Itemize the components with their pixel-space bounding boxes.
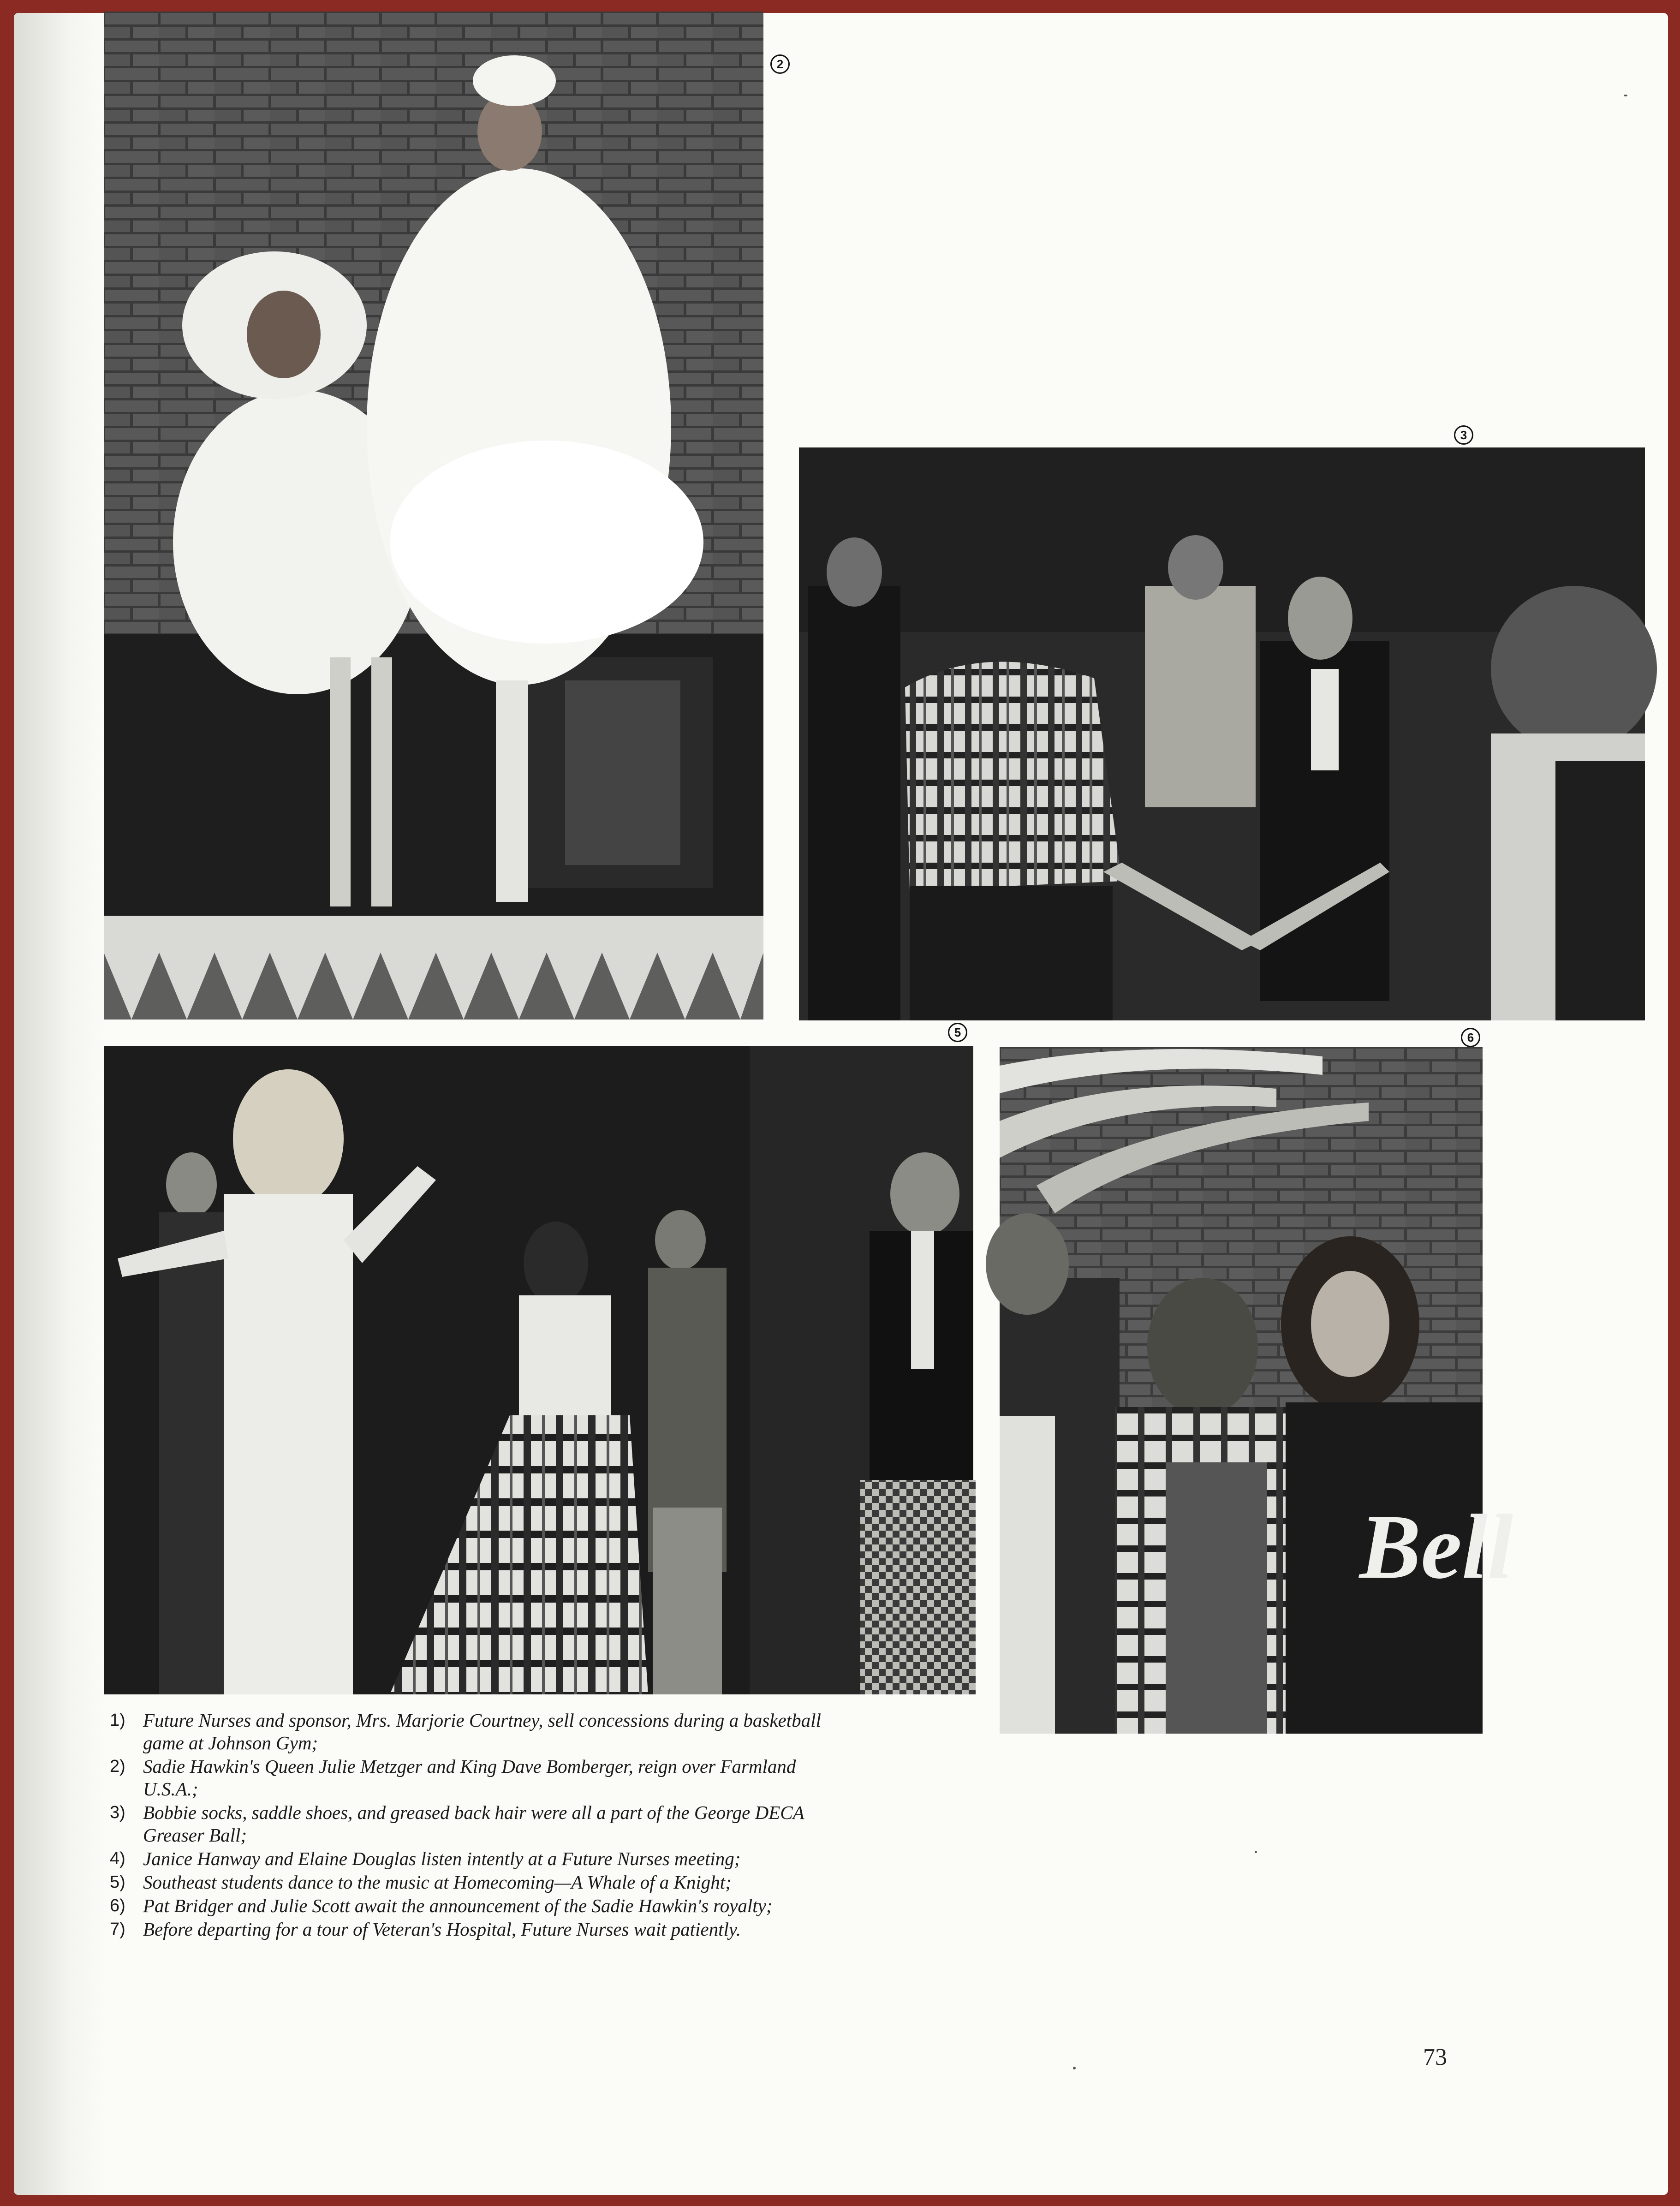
photo-number-2: 2 — [770, 54, 790, 74]
caption-number: 6) — [110, 1896, 125, 1915]
caption-item — [110, 1755, 829, 1801]
caption-number: 4) — [110, 1849, 125, 1868]
caption-number: 7) — [110, 1920, 125, 1939]
caption-number: 5) — [110, 1872, 125, 1892]
caption-text: Pat Bridger and Julie Scott await the announcement of the Sadie Hawkin's royalty; — [143, 1895, 773, 1916]
photo-number-5: 5 — [948, 1023, 967, 1042]
photo-2 — [104, 12, 763, 1020]
paper-speck — [1073, 2067, 1076, 2069]
caption-item — [110, 1848, 829, 1870]
caption-text: Before departing for a tour of Veteran's Hospital, Future Nurses wait patiently. — [143, 1919, 741, 1940]
photo-number-6: 6 — [1461, 1028, 1480, 1047]
caption-item — [110, 1709, 829, 1754]
caption-text: Bobbie socks, saddle shoes, and greased back hair were all a part of the George DECA Greaser Ball; — [143, 1802, 804, 1846]
page-binding-shadow — [14, 13, 106, 2195]
paper-speck — [1624, 95, 1627, 96]
caption-text: Sadie Hawkin's Queen Julie Metzger and King Dave Bomberger, reign over Farmland U.S.A.; — [143, 1756, 796, 1800]
photo-5 — [104, 1046, 973, 1694]
caption-item — [110, 1801, 829, 1847]
caption-number: 3) — [110, 1803, 125, 1822]
paper-speck — [1255, 1851, 1257, 1853]
caption-item — [110, 1918, 829, 1941]
caption-number: 1) — [110, 1711, 125, 1730]
caption-text: Future Nurses and sponsor, Mrs. Marjorie Courtney, sell concessions during a basketball game at Johnson Gym; — [143, 1710, 821, 1753]
page-number: 73 — [1423, 2044, 1447, 2070]
photo-6 — [1000, 1047, 1513, 1734]
caption-text: Janice Hanway and Elaine Douglas listen intently at a Future Nurses meeting; — [143, 1848, 741, 1869]
caption-item — [110, 1871, 829, 1894]
caption-list — [110, 1709, 829, 1942]
photo6-sign-text: Bell — [1359, 1496, 1513, 1598]
caption-text: Southeast students dance to the music at Homecoming—A Whale of a Knight; — [143, 1872, 732, 1893]
photo-3 — [799, 447, 1645, 1020]
caption-number: 2) — [110, 1757, 125, 1776]
caption-item — [110, 1895, 829, 1917]
photo-number-3: 3 — [1454, 425, 1473, 445]
